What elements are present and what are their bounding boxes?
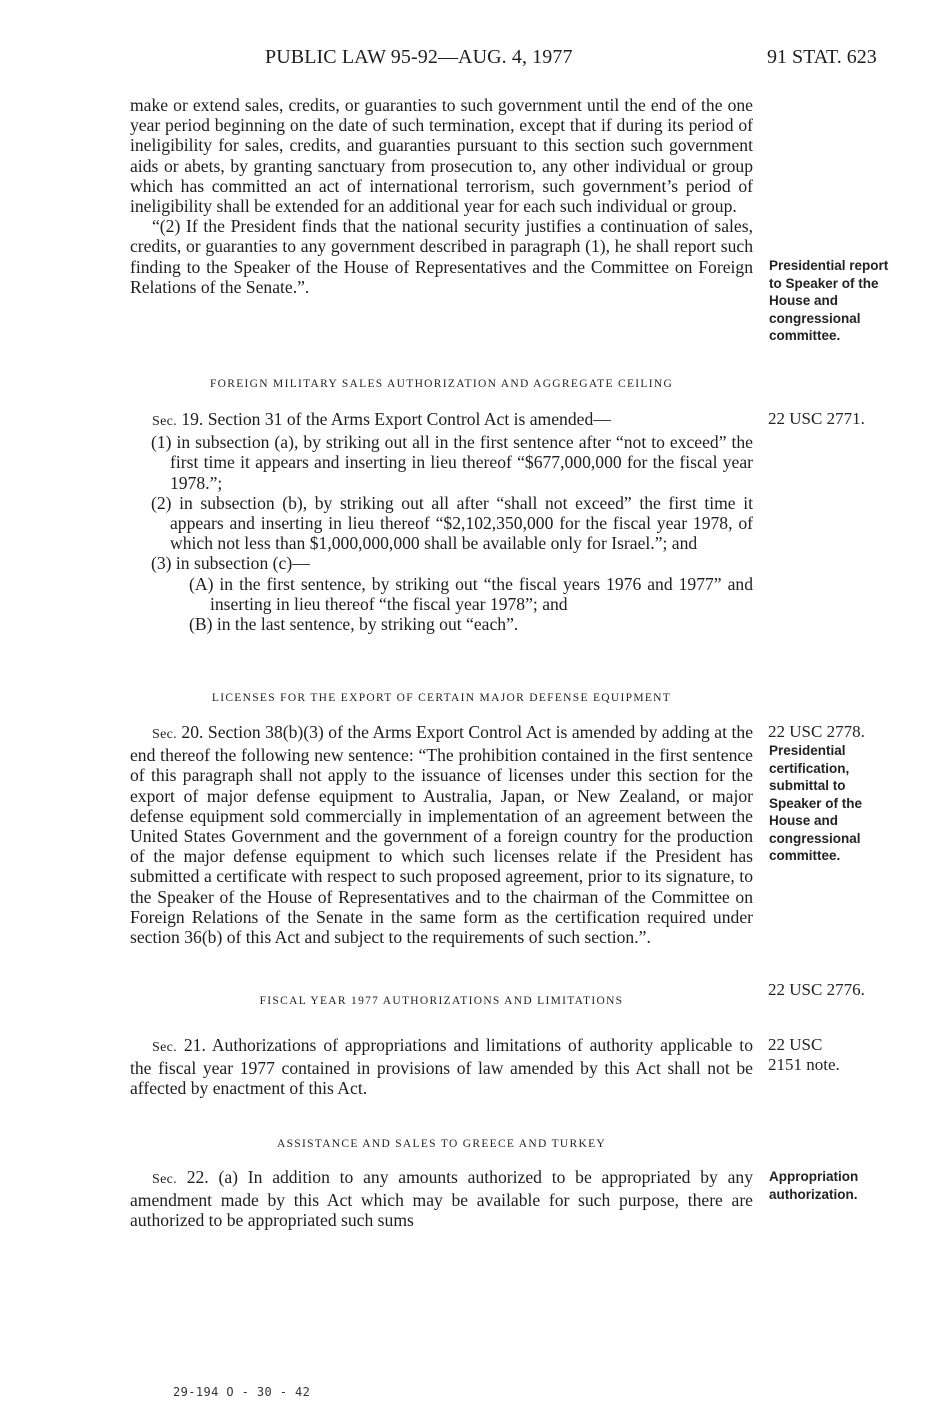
margin-note-presidential-report: Presidential report to Speaker of the House and congressional committee. xyxy=(769,258,889,343)
margin-note-presidential-certification: Presidential certification, submittal to Speaker of the House and congressional committee. xyxy=(769,743,863,863)
statute-page-number: 91 STAT. 623 xyxy=(767,46,877,68)
margin-ref-22-usc-2776: 22 USC 2776. xyxy=(768,980,865,999)
intro-block xyxy=(130,95,753,297)
sec19-lead-text: 19. Section 31 of the Arms Export Control Act is amended— xyxy=(176,409,611,429)
sec19-lead xyxy=(130,409,753,432)
margin-note-appropriation: Appropriation authorization. xyxy=(769,1169,859,1202)
margin-ref-22-usc-2778: 22 USC 2778. xyxy=(768,722,865,741)
sec21-text: 21. Authorizations of appropriations and limitations of authority applicable to the fiscal year 1977 contained in provisions of law amended by this Act shall not be affected by enactment of this Act. xyxy=(130,1035,753,1099)
sec20-block xyxy=(130,722,753,947)
sec19-heading: FOREIGN MILITARY SALES AUTHORIZATION AND AGGREGATE CEILING xyxy=(209,378,674,390)
sec19-item-3: (3) in subsection (c)— xyxy=(151,553,310,574)
sec22-text: 22. (a) In addition to any amounts authorized to be appropriated by any amendment made by this Act which may be available for such purpose, there are authorized to be appropriated such sums xyxy=(130,1167,753,1231)
margin-ref-22-usc-2771: 22 USC 2771. xyxy=(768,409,865,428)
sec21-heading: FISCAL YEAR 1977 AUTHORIZATIONS AND LIMITATIONS xyxy=(259,995,624,1007)
sec20-heading: LICENSES FOR THE EXPORT OF CERTAIN MAJOR DEFENSE EQUIPMENT xyxy=(211,692,672,704)
margin-ref-22-usc-2151: 22 USC 2151 note. xyxy=(768,1035,840,1074)
sec22-block xyxy=(130,1167,753,1231)
sec22-paragraph xyxy=(130,1167,753,1231)
page-header xyxy=(0,46,949,72)
sec20-text: 20. Section 38(b)(3) of the Arms Export Control Act is amended by adding at the end thereof the following new sentence: “The prohibition contained in the first sentence of this paragraph shall not apply to the issuance of licenses under this section for the export of major defense equipment to Australia, Japan, or New Zealand, or major defense equipment sold commercially in implementation of an agreement between the United States Government and the government of a foreign country for the production of the major defense equipment to which such licenses relate if the President has submitted a certificate with respect to such proposed agreement, prior to its signature, to the Speaker of the House of Representatives and to the chairman of the Committee on Foreign Relations of the Senate in the same form as the certification required under section 36(b) of this Act and subject to the requirements of such section.”. xyxy=(130,722,753,948)
sec21-paragraph xyxy=(130,1035,753,1099)
subsection-2-paragraph: “(2) If the President finds that the national security justifies a continuation of sales, credits, or guaranties to any government described in paragraph (1), he shall report such finding to the Speaker of the House of Representatives and the Committee on Foreign Relations of the Senate.”. xyxy=(130,216,753,297)
sec21-block xyxy=(130,1035,753,1099)
sec19-item-1: (1) in subsection (a), by striking out all in the first sentence after “not to exceed” the first time it appears and inserting in lieu thereof “$677,000,000 for the fiscal year 1978.”; xyxy=(151,432,753,493)
sec19-item-3a: (A) in the first sentence, by striking out “the fiscal years 1976 and 1977” and inserting in lieu thereof “the fiscal year 1978”; and xyxy=(189,573,753,614)
sec22-label: Sec. xyxy=(152,1172,177,1187)
sec22-heading: ASSISTANCE AND SALES TO GREECE AND TURKEY xyxy=(276,1138,607,1150)
sec20-paragraph xyxy=(130,722,753,947)
running-head-title: PUBLIC LAW 95-92—AUG. 4, 1977 xyxy=(265,46,573,68)
sec21-label: Sec. xyxy=(152,1040,177,1055)
sec19-label: Sec. xyxy=(152,414,177,429)
intro-paragraph: make or extend sales, credits, or guaranties to such government until the end of the one year period beginning on the date of such termination, except that if during its period of ineligibility for sales, credits, and guaranties pursuant to this section such government aids or abets, by granting sanctuary from prosecution to, any other individual or group which has committed an act of international terrorism, such government’s period of ineligibility shall be extended for an additional year for each such individual or group. xyxy=(130,95,753,217)
print-code-footer: 29-194 O - 30 - 42 xyxy=(173,1385,311,1399)
sec19-block xyxy=(130,409,753,634)
sec19-item-2: (2) in subsection (b), by striking out all after “shall not exceed” the first time it appears and inserting in lieu thereof “$2,102,350,000 for the fiscal year 1978, of which not less than $1,000,000,000 shall be available only for Israel.”; and xyxy=(151,492,753,554)
sec20-label: Sec. xyxy=(152,727,177,742)
sec19-item-3b: (B) in the last sentence, by striking out “each”. xyxy=(189,614,519,635)
